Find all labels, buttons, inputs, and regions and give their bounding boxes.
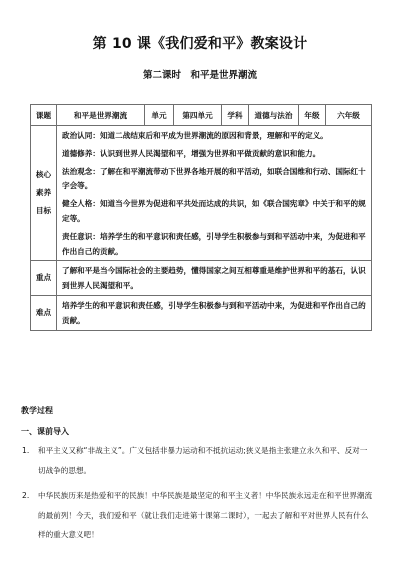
grade-value: 六年级 xyxy=(326,105,372,126)
unit-label: 单元 xyxy=(145,105,174,126)
core-goals-label-line-1: 核心 xyxy=(35,170,52,180)
difficult-points-text: 培养学生的和平意识和责任感，引导学生积极参与到和平活动中来，为促进和平作出自己的贡献。 xyxy=(62,300,366,325)
difficult-points-content xyxy=(57,295,372,330)
teaching-process-heading: 教学过程 xyxy=(21,406,53,415)
section-heading-intro: 一、课前导入 xyxy=(21,427,69,436)
subject-value: 道德与法治 xyxy=(249,105,299,126)
core-goals-label-line-2: 素养 xyxy=(35,188,52,198)
core-goal-item: 健全人格：知道当今世界为促进和平共处而达成的共识，如《联合国宪章》中关于和平的规定等。 xyxy=(62,199,366,223)
document-subtitle: 第二课时 和平是世界潮流 xyxy=(142,70,257,81)
key-points-label: 重点 xyxy=(31,261,57,296)
key-points-row xyxy=(31,261,372,296)
topic-value: 和平是世界潮流 xyxy=(57,105,145,126)
topic-label: 课题 xyxy=(31,105,57,126)
unit-value: 第四单元 xyxy=(174,105,222,126)
core-goals-label-line-3: 目标 xyxy=(35,206,52,216)
core-goal-item: 责任意识：培养学生的和平意识和责任感，引导学生积极参与到和平活动中来，为促进和平作出自己的贡献。 xyxy=(62,231,366,256)
list-item xyxy=(22,441,374,480)
difficult-points-row xyxy=(31,295,372,330)
list-item-number: 1. xyxy=(22,446,30,455)
list-item-text: 中华民族历来是热爱和平的民族！中华民族是最坚定的和平主义者！中华民族永远走在和平世界潮流的最前列！今天，我们爱和平（就让我们走进第十课第二课时），一起去了解和平对世界人民有什么样的重大意义吧！ xyxy=(38,491,373,539)
lesson-plan-table xyxy=(30,104,372,331)
list-item-number: 2. xyxy=(22,491,30,500)
difficult-points-label: 难点 xyxy=(31,295,57,330)
core-goal-item: 法治观念：了解在和平潮流带动下世界各地开展的和平活动，如联合国维和行动、国际红十字会等。 xyxy=(62,166,366,191)
list-item xyxy=(22,486,374,545)
intro-list xyxy=(22,441,374,551)
table-header-row xyxy=(31,105,372,126)
key-points-text: 了解和平是当今国际社会的主要趋势，懂得国家之间互相尊重是维护世界和平的基石，认识到世界人民渴望和平。 xyxy=(62,266,366,291)
list-item-text: 和平主义又称“非战主义”。广义包括非暴力运动和不抵抗运动;狭义是指主张建立永久和平、反对一切战争的思想。 xyxy=(38,446,368,475)
grade-label: 年级 xyxy=(299,105,326,126)
key-points-content xyxy=(57,261,372,296)
core-goals-label xyxy=(31,126,57,261)
core-goal-item: 政治认同：知道二战结束后和平成为世界潮流的原因和背景，理解和平的定义。 xyxy=(62,131,328,140)
core-goals-content xyxy=(57,126,372,261)
core-goal-item: 道德修养：认识到世界人民渴望和平，增强为世界和平做贡献的意识和能力。 xyxy=(62,148,321,158)
core-goals-row xyxy=(31,126,372,261)
document-title: 第 10 课《我们爱和平》教案设计 xyxy=(92,36,308,52)
subject-label: 学科 xyxy=(222,105,249,126)
